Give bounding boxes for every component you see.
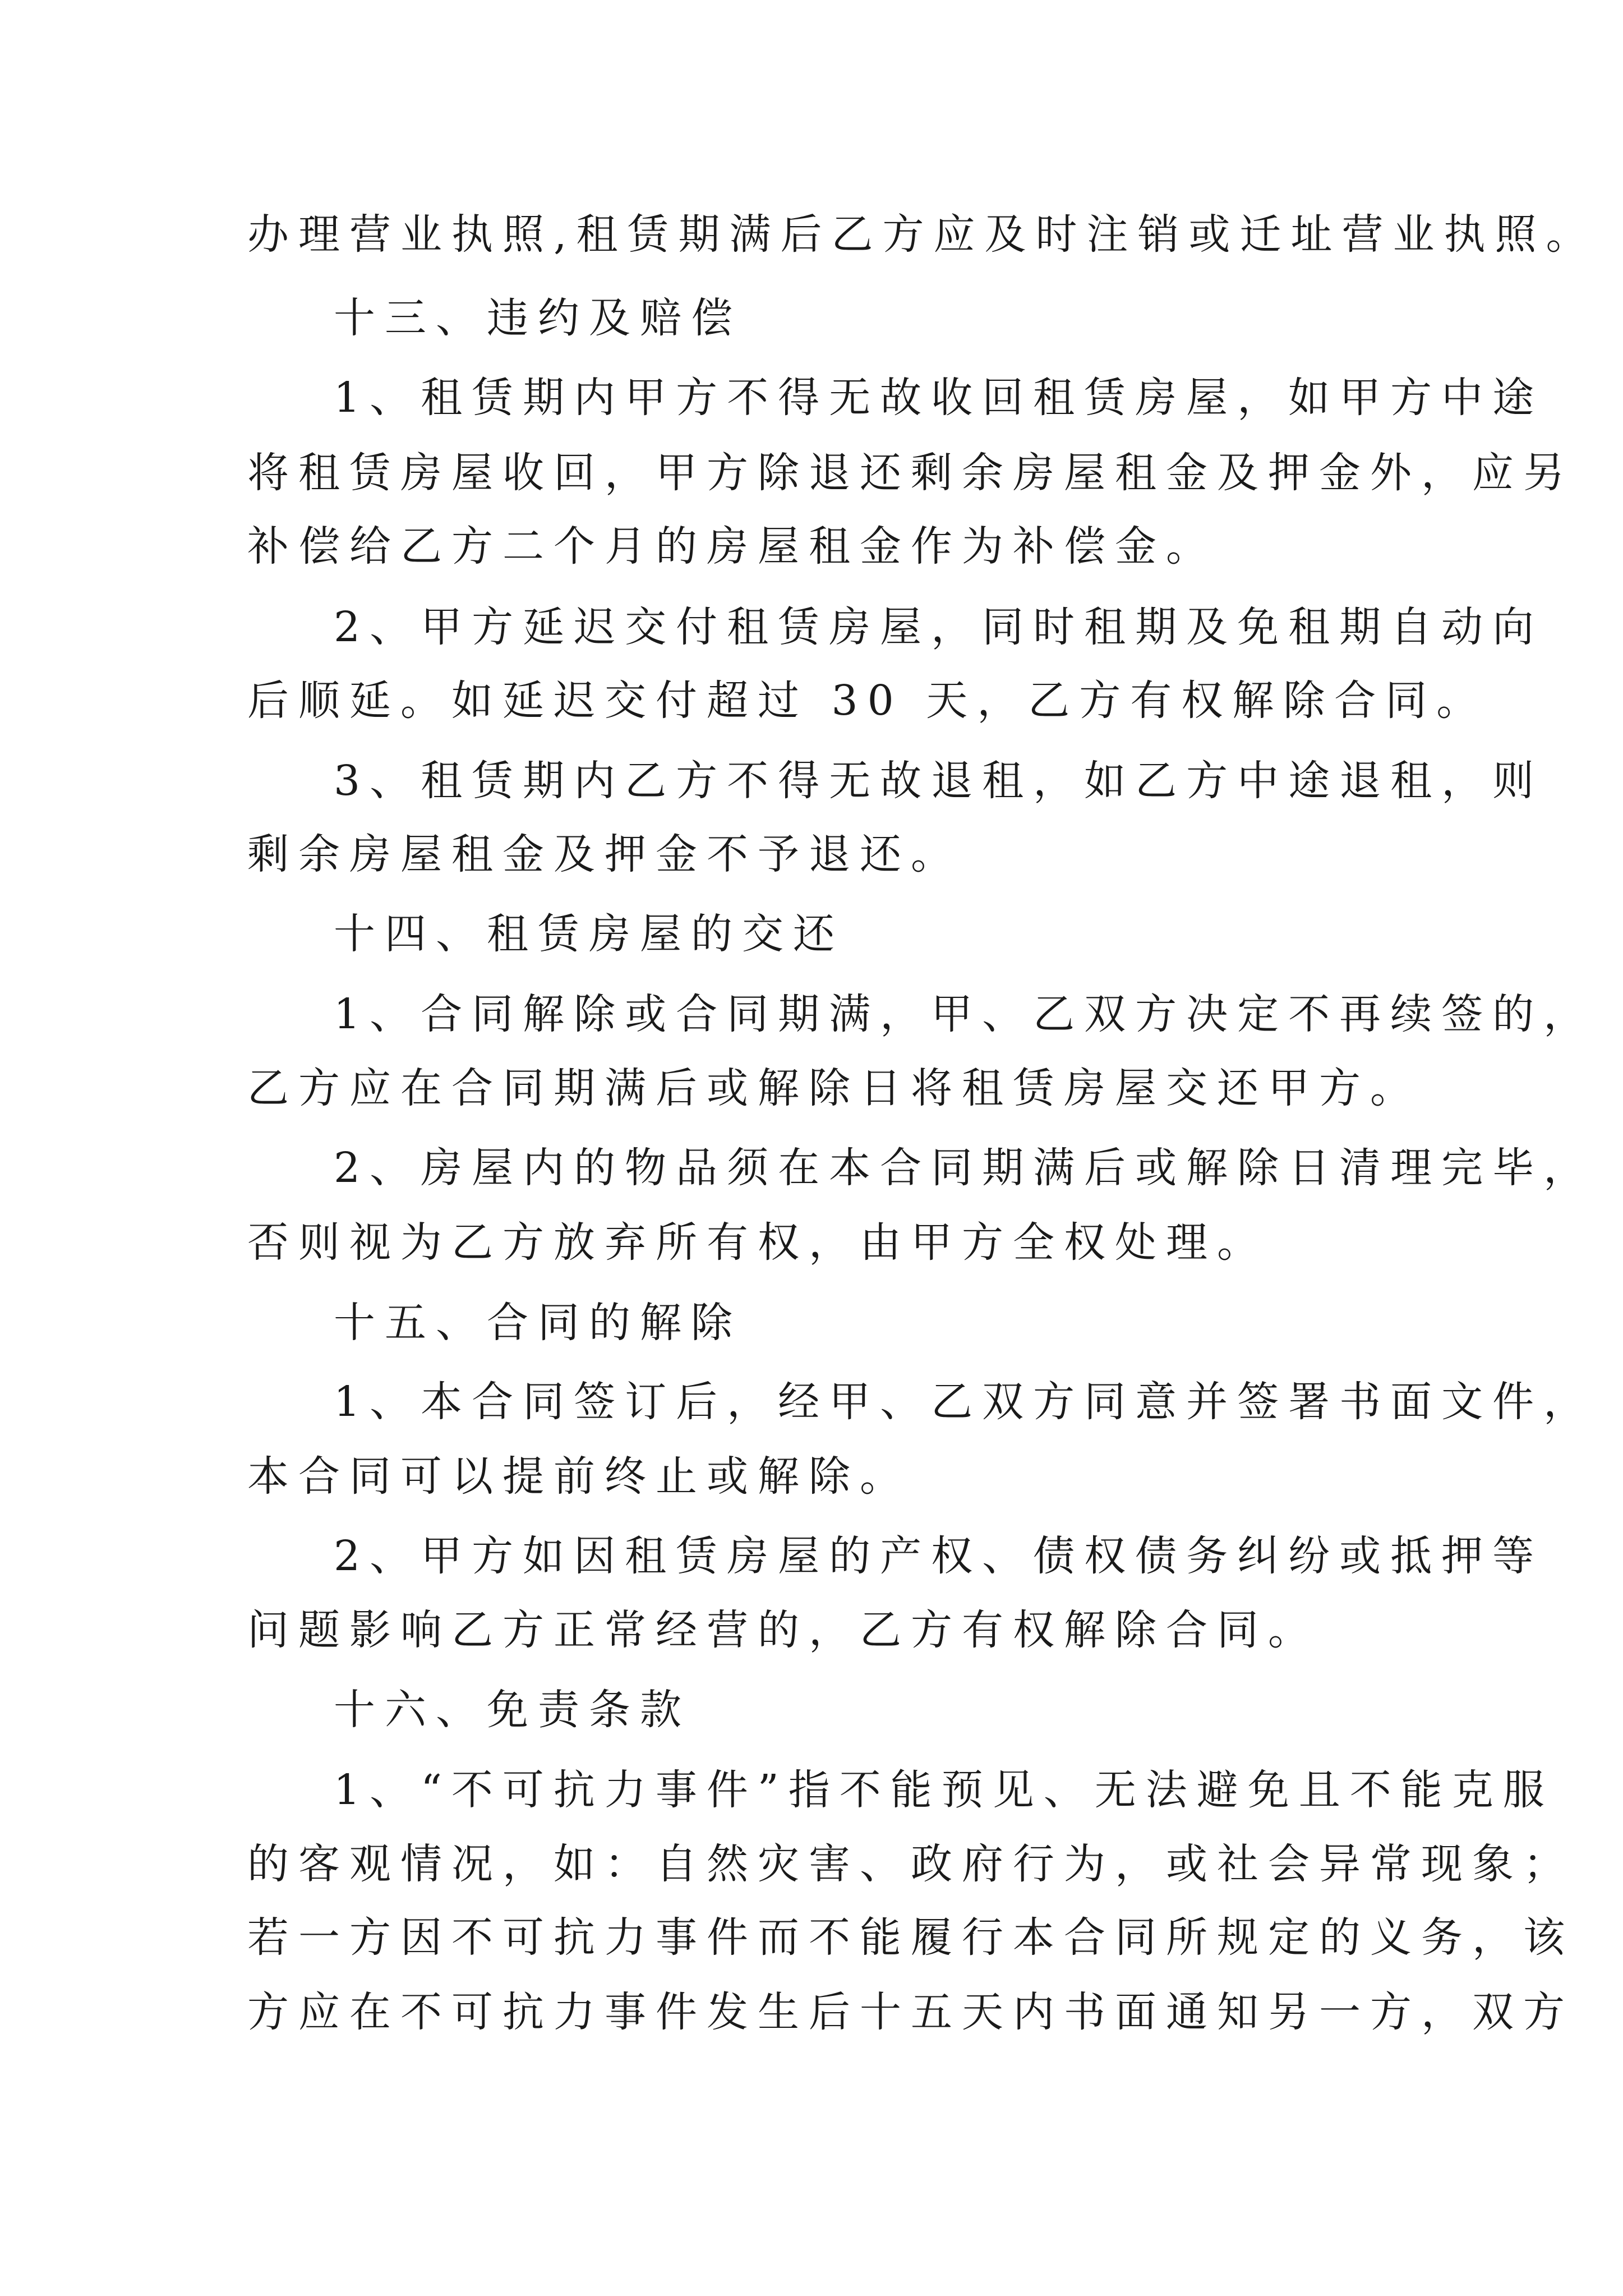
body-text-line: 乙方应在合同期满后或解除日将租赁房屋交还甲方。: [247, 1064, 1421, 1112]
body-text-line: 本合同可以提前终止或解除。: [247, 1452, 911, 1501]
body-text-line: 1、本合同签订后，经甲、乙双方同意并签署书面文件，: [334, 1378, 1595, 1426]
body-text-line: 问题影响乙方正常经营的，乙方有权解除合同。: [247, 1606, 1319, 1654]
body-text-line: 若一方因不可抗力事件而不能履行本合同所规定的义务，该: [247, 1913, 1574, 1962]
body-text-line: 1、“不可抗力事件”指不能预见、无法避免且不能克服: [334, 1766, 1554, 1814]
body-text-line: 2、甲方延迟交付租赁房屋，同时租期及免租期自动向: [334, 603, 1544, 651]
body-text-line: 办理营业执照,租赁期满后乙方应及时注销或迁址营业执照。: [247, 210, 1597, 259]
body-text-line: 将租赁房屋收回，甲方除退还剩余房屋租金及押金外，应另: [247, 449, 1574, 497]
body-text-line: 后顺延。如延迟交付超过 30 天，乙方有权解除合同。: [247, 677, 1488, 725]
body-text-line: 方应在不可抗力事件发生后十五天内书面通知另一方，双方: [247, 1988, 1574, 2036]
body-text-line: 补偿给乙方二个月的房屋租金作为补偿金。: [247, 522, 1217, 570]
section-heading: 十六、免责条款: [334, 1686, 691, 1734]
body-text-line: 剩余房屋租金及押金不予退还。: [247, 830, 962, 878]
body-text-line: 3、租赁期内乙方不得无故退租，如乙方中途退租，则: [334, 757, 1544, 805]
body-text-line: 1、合同解除或合同期满，甲、乙双方决定不再续签的，: [334, 990, 1595, 1038]
body-text-line: 2、甲方如因租赁房屋的产权、债权债务纠纷或抵押等: [334, 1532, 1544, 1580]
section-heading: 十三、违约及赔偿: [334, 294, 742, 342]
section-heading: 十五、合同的解除: [334, 1299, 742, 1347]
body-text-line: 1、租赁期内甲方不得无故收回租赁房屋，如甲方中途: [334, 374, 1544, 422]
section-heading: 十四、租赁房屋的交还: [334, 910, 844, 958]
body-text-line: 否则视为乙方放弃所有权，由甲方全权处理。: [247, 1218, 1268, 1267]
body-text-line: 的客观情况，如：自然灾害、政府行为，或社会异常现象；: [247, 1840, 1574, 1888]
body-text-line: 2、房屋内的物品须在本合同期满后或解除日清理完毕，: [334, 1144, 1595, 1192]
